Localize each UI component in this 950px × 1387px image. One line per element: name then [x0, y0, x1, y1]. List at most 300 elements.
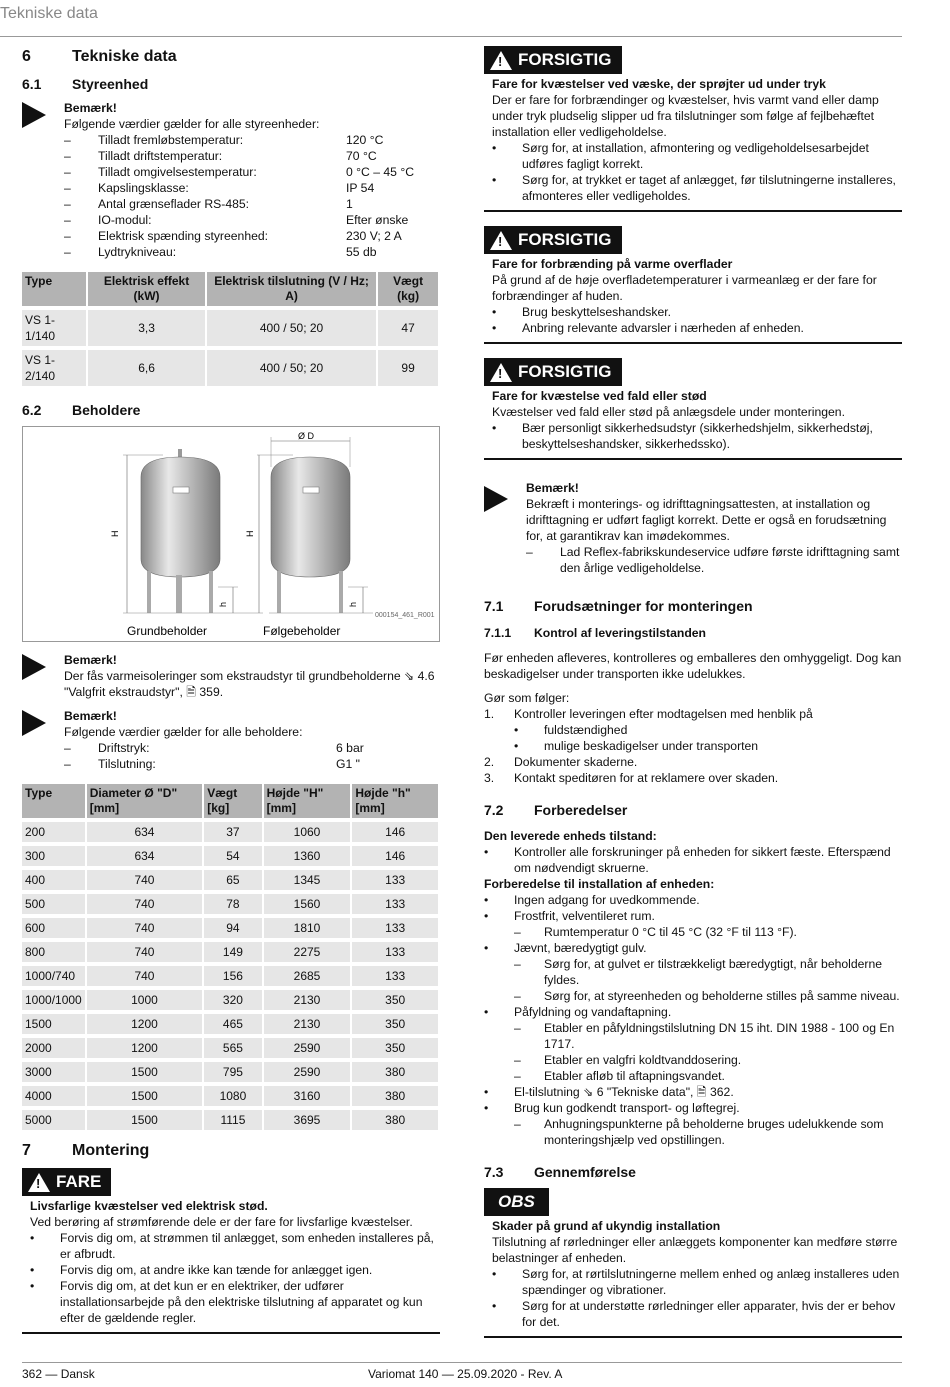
hazard-title: Fare for kvæstelse ved fald eller stød: [492, 389, 707, 403]
caution-pressure: [484, 46, 902, 212]
section-title: Gennemførelse: [534, 1164, 636, 1180]
control-unit-table: [20, 268, 440, 390]
notice-installation: [484, 1188, 902, 1338]
section-title: Beholdere: [72, 402, 141, 418]
bullet-marker: •: [484, 845, 489, 859]
item-marker: •: [484, 1005, 489, 1019]
note-commissioning: [484, 480, 902, 576]
value-row: [64, 212, 440, 228]
table-cell: 78: [204, 894, 261, 914]
warning-icon: !: [490, 363, 512, 382]
hazard-bullets: [30, 1230, 440, 1326]
delivery-steps: [484, 706, 902, 786]
caution-fall: [484, 358, 902, 460]
dim-H-label-right: H: [245, 530, 255, 537]
step-item: [484, 706, 902, 722]
table-cell: 1560: [264, 894, 351, 914]
item-marker: •: [484, 941, 489, 955]
caption-follow-vessel: Følgebeholder: [263, 624, 341, 638]
table-cell: 99: [378, 350, 438, 386]
dash-marker: –: [64, 181, 71, 195]
step-text: Kontroller leveringen efter modtagelsen med henblik på: [514, 707, 813, 721]
preparation-item: [484, 940, 902, 956]
step-item: [484, 754, 902, 770]
table-cell: 3,3: [88, 310, 205, 346]
preparation-item: [484, 1052, 902, 1068]
bullet-marker: •: [492, 173, 497, 187]
preparation-item: [484, 1068, 902, 1084]
step-item: [484, 722, 902, 738]
preparation-item: [484, 892, 902, 908]
table-cell: 740: [87, 942, 202, 962]
note-text: Der fås varmeisoleringer som ekstraudstyr til grundbeholderne ⇘ 4.6 "Valgfrit ekstraudstyr", 🗎 359.: [64, 669, 435, 699]
dash-marker: –: [64, 757, 71, 771]
column-header: Højde "h" [mm]: [352, 784, 438, 818]
table-cell: 3000: [22, 1062, 85, 1082]
bullet-text: Sørg for at understøtte rørledninger eller apparater, hvis der er behov for det.: [522, 1299, 896, 1329]
value: 230 V; 2 A: [346, 229, 402, 243]
drawing-code: 000154_461_R001: [375, 612, 435, 619]
hazard-title: Skader på grund af ukyndig installation: [492, 1219, 721, 1233]
table-cell: 740: [87, 966, 202, 986]
table-cell: 2130: [264, 1014, 351, 1034]
table-cell: 1500: [22, 1014, 85, 1034]
step-marker: 2.: [484, 755, 495, 769]
value: IP 54: [346, 181, 375, 195]
table-cell: 1360: [264, 846, 351, 866]
section-title: Tekniske data: [72, 48, 177, 65]
item-text: Brug kun godkendt transport- og løftegrej.: [514, 1101, 740, 1115]
value-row: [64, 180, 440, 196]
item-marker: –: [514, 989, 521, 1003]
value: 1: [346, 197, 353, 211]
item-text: Påfyldning og vandaftapning.: [514, 1005, 672, 1019]
hazard-title: Livsfarlige kvæstelser ved elektrisk stød.: [30, 1199, 268, 1213]
section-title: Forberedelser: [534, 802, 628, 818]
bullet-item: [492, 1266, 902, 1298]
bullet-text: Sørg for, at rørtilslutningerne mellem enhed og anlæg installeres uden spændinger og vibrationer.: [522, 1267, 900, 1297]
footer-rule: [22, 1362, 902, 1363]
bullet-marker: •: [30, 1263, 35, 1277]
step-text: Kontakt speditøren for at reklamere over skaden.: [514, 771, 779, 785]
bullet-item: [492, 420, 902, 452]
item-marker: –: [514, 1053, 521, 1067]
table-cell: 320: [204, 990, 261, 1010]
table-cell: 146: [352, 822, 438, 842]
table-cell: 4000: [22, 1086, 85, 1106]
value-row: [64, 756, 440, 772]
dash-marker: –: [64, 741, 71, 755]
column-header: Type: [22, 272, 86, 306]
table-cell: VS 1-2/140: [22, 350, 86, 386]
item-text: Frostfrit, velventileret rum.: [514, 909, 655, 923]
bullet-item: [30, 1262, 440, 1278]
note-title: Bemærk!: [64, 101, 117, 115]
item-marker: –: [514, 1117, 521, 1131]
bullet-text: Forvis dig om, at andre ikke kan tænde for anlægget igen.: [60, 1263, 373, 1277]
table-cell: 54: [204, 846, 261, 866]
table-cell: 380: [352, 1086, 438, 1106]
table-cell: 350: [352, 1014, 438, 1034]
step-item: [484, 738, 902, 754]
bullet-marker: •: [492, 421, 497, 435]
table-row: [22, 1038, 438, 1058]
section-number: 6.2: [22, 402, 42, 418]
section-title: Forudsætninger for monteringen: [534, 598, 753, 614]
table-cell: 1060: [264, 822, 351, 842]
section-title: Kontrol af leveringstilstanden: [534, 626, 707, 640]
item-text: Rumtemperatur 0 °C til 45 °C (32 °F til 113 °F).: [544, 925, 797, 939]
warning-icon: !: [490, 231, 512, 250]
value: 0 °C – 45 °C: [346, 165, 415, 179]
bullet-text: Anbring relevante advarsler i nærheden af enheden.: [522, 321, 804, 335]
table-cell: 1500: [87, 1110, 202, 1130]
note-insulation: [22, 652, 440, 700]
column-header: Type: [22, 784, 85, 818]
section-6-1-heading: [22, 74, 440, 94]
running-head: Tekniske data: [0, 5, 98, 22]
section-title: Montering: [72, 1142, 150, 1159]
bullet-marker: •: [30, 1231, 35, 1245]
table-cell: 800: [22, 942, 85, 962]
section-6-heading: [22, 46, 440, 68]
value-row: [64, 244, 440, 260]
bullet-marker: •: [492, 1299, 497, 1313]
dash-marker: –: [64, 149, 71, 163]
hazard-text: Kvæstelser ved fald eller stød på anlægsdele under monteringen.: [492, 405, 845, 419]
note-arrow-icon: [22, 654, 46, 680]
item-marker: –: [514, 925, 521, 939]
bullet-text: Sørg for, at trykket er taget af anlægget, før tilslutningerne installeres, afmonteres eller vedligeholdes.: [522, 173, 896, 203]
item-text: Sørg for, at gulvet er tilstrækkeligt bæredygtigt, når beholderne fyldes.: [544, 957, 883, 987]
table-cell: 6,6: [88, 350, 205, 386]
value-label: Tilladt fremløbstemperatur:: [98, 133, 244, 147]
table-cell: 3695: [264, 1110, 351, 1130]
table-row: [22, 942, 438, 962]
table-cell: 156: [204, 966, 261, 986]
table-cell: 1345: [264, 870, 351, 890]
table-cell: 400: [22, 870, 85, 890]
table-cell: 1080: [204, 1086, 261, 1106]
value-label: Kapslingsklasse:: [98, 181, 189, 195]
subheading: Forberedelse til installation af enheden:: [484, 877, 715, 891]
column-header: Elektrisk effekt (kW): [88, 272, 205, 306]
item-text: Etabler en påfyldningstilslutning DN 15 iht. DIN 1988 - 100 og En 1717.: [544, 1021, 895, 1051]
value: 120 °C: [346, 133, 384, 147]
value-row: [64, 132, 440, 148]
table-cell: 1115: [204, 1110, 261, 1130]
bullet-text: Bær personligt sikkerhedsudstyr (sikkerhedshjelm, sikkerhedstøj, beskyttelseshandsker, sikkerhedssko).: [522, 421, 873, 451]
table-row: [22, 1086, 438, 1106]
hazard-title: Fare for forbrænding på varme overflader: [492, 257, 733, 271]
vessel-values: [64, 740, 440, 772]
table-row: [22, 822, 438, 842]
bullet-item: [30, 1230, 440, 1262]
hazard-bullets: [492, 1266, 902, 1330]
hazard-title: Fare for kvæstelser ved væske, der sprøjter ud under tryk: [492, 77, 826, 91]
section-number: 6.1: [22, 76, 42, 92]
table-cell: 740: [87, 870, 202, 890]
paragraph: Gør som følger:: [484, 691, 570, 705]
section-number: 7.3: [484, 1164, 504, 1180]
table-cell: 400 / 50; 20: [207, 310, 376, 346]
table-cell: 2275: [264, 942, 351, 962]
column-header: Elektrisk tilslutning (V / Hz; A): [207, 272, 376, 306]
header-rule: [0, 36, 902, 37]
note-vessels: [22, 708, 440, 772]
dash-marker: –: [64, 213, 71, 227]
dash-marker: –: [64, 165, 71, 179]
value: 70 °C: [346, 149, 377, 163]
bullet-text: Sørg for, at installation, afmontering og vedligeholdelsesarbejdet udføres fagligt korrekt.: [522, 141, 869, 171]
dim-h-label-right: h: [348, 601, 358, 607]
caution-hot-surface: [484, 226, 902, 344]
note-title: Bemærk!: [526, 481, 579, 495]
table-cell: 350: [352, 990, 438, 1010]
bullet-item: [492, 1298, 902, 1330]
step-item: [484, 770, 902, 786]
table-cell: 300: [22, 846, 85, 866]
preparation-item: [484, 1084, 902, 1100]
note-arrow-icon: [22, 710, 46, 736]
caption-basic-vessel: Grundbeholder: [127, 624, 208, 638]
table-cell: 2590: [264, 1062, 351, 1082]
item-text: Sørg for, at styreenheden og beholderne stilles på samme niveau.: [544, 989, 900, 1003]
table-cell: 133: [352, 942, 438, 962]
column-header: Vægt [kg]: [204, 784, 261, 818]
section-7-1-heading: [484, 596, 902, 616]
bullet-text: Forvis dig om, at strømmen til anlægget, som enheden installeres på, er afbrudt.: [60, 1231, 434, 1261]
hazard-text: Der er fare for forbrændinger og kvæstelser, hvis varmt vand eller damp under tryk pludselig slipper ud fra tilslutninger som følge af fejlbehæftet installation eller vedligeholdelse.: [492, 93, 879, 139]
preparation-item: [484, 956, 902, 988]
note-text: Bekræft i monterings- og idrifttagningsattesten, at installation og idrifttagning er udført fagligt korrekt. Dette er også en forudsætning for, at garantikrav kan imødekommes.: [526, 497, 887, 543]
caution-signal: ! FORSIGTIG: [484, 46, 622, 74]
table-cell: 133: [352, 918, 438, 938]
bullet-marker: •: [492, 141, 497, 155]
table-cell: 133: [352, 870, 438, 890]
dim-D-label: Ø D: [298, 431, 315, 441]
bullet-item: [492, 172, 902, 204]
follow-vessel: [245, 431, 373, 613]
paragraph: Før enheden afleveres, kontrolleres og emballeres den omhyggeligt. Dog kan beskadigelser under transporten ikke udelukkes.: [484, 651, 902, 681]
item-text: Anhugningspunkterne på beholderne bruges udelukkende som monteringshjælp ved opstillingen.: [544, 1117, 884, 1147]
value-label: Lydtrykniveau:: [98, 245, 177, 259]
table-row: [22, 310, 438, 346]
table-row: [22, 1110, 438, 1130]
table-cell: 1200: [87, 1014, 202, 1034]
notice-signal: OBS: [484, 1188, 549, 1216]
dash-marker: –: [64, 133, 71, 147]
table-cell: 133: [352, 966, 438, 986]
table-cell: 600: [22, 918, 85, 938]
table-cell: 380: [352, 1110, 438, 1130]
preparation-item: [484, 1020, 902, 1052]
danger-electric: [22, 1168, 440, 1334]
hazard-bullets: [492, 140, 902, 204]
preparation-item: [484, 1100, 902, 1116]
table-cell: 65: [204, 870, 261, 890]
preparation-bullets: [484, 892, 902, 1148]
item-marker: •: [484, 1085, 489, 1099]
table-cell: 1810: [264, 918, 351, 938]
table-cell: 795: [204, 1062, 261, 1082]
step-marker: •: [514, 739, 519, 753]
note-control-unit: [22, 100, 440, 260]
step-text: fuldstændighed: [544, 723, 628, 737]
dim-h-label: h: [218, 601, 228, 607]
note-sub-item: – Lad Reflex-fabrikskundeservice udføre første idrifttagning samt den årlige vedligeholdelse.: [526, 545, 900, 575]
table-row: [22, 918, 438, 938]
column-header: Højde "H" [mm]: [264, 784, 351, 818]
table-cell: 634: [87, 822, 202, 842]
value: G1 ": [336, 757, 360, 771]
column-header: Diameter Ø "D" [mm]: [87, 784, 202, 818]
condition-bullets: [484, 844, 902, 876]
bullet-item: [492, 140, 902, 172]
dash-marker: –: [64, 245, 71, 259]
danger-signal: ! FARE: [22, 1168, 111, 1196]
note-title: Bemærk!: [64, 709, 117, 723]
basic-vessel: [110, 449, 263, 613]
table-cell: 1000: [87, 990, 202, 1010]
table-row: [22, 894, 438, 914]
table-cell: 1000/740: [22, 966, 85, 986]
preparation-item: [484, 988, 902, 1004]
item-text: Ingen adgang for uvedkommende.: [514, 893, 700, 907]
bullet-item: [30, 1278, 440, 1326]
item-marker: •: [484, 893, 489, 907]
note-arrow-icon: [484, 486, 508, 512]
table-cell: 740: [87, 918, 202, 938]
table-row: [22, 1014, 438, 1034]
value-label: IO-modul:: [98, 213, 152, 227]
section-6-2-heading: [22, 400, 440, 420]
table-cell: 1500: [87, 1062, 202, 1082]
value-label: Tilladt driftstemperatur:: [98, 149, 223, 163]
table-cell: 1200: [87, 1038, 202, 1058]
value-row: [64, 196, 440, 212]
preparation-item: [484, 908, 902, 924]
table-cell: 47: [378, 310, 438, 346]
section-number: 7.2: [484, 802, 504, 818]
item-marker: •: [484, 909, 489, 923]
vessel-table: [20, 780, 440, 1134]
table-cell: 400 / 50; 20: [207, 350, 376, 386]
bullet-item: [492, 304, 902, 320]
table-cell: 146: [352, 846, 438, 866]
bullet-text: Forvis dig om, at det kun er en elektriker, der udfører installationsarbejde på den elektriske tilslutning af apparatet og kun efter de gældende regler.: [60, 1279, 423, 1325]
value-row: [64, 164, 440, 180]
table-row: [22, 966, 438, 986]
bullet-item: [484, 844, 902, 876]
preparation-item: [484, 1004, 902, 1020]
vessel-diagram: [23, 427, 441, 643]
table-cell: 465: [204, 1014, 261, 1034]
control-unit-values: [64, 132, 440, 260]
table-cell: 200: [22, 822, 85, 842]
value-row: [64, 740, 440, 756]
value: 55 db: [346, 245, 377, 259]
subheading: Den leverede enheds tilstand:: [484, 829, 657, 843]
table-cell: 2000: [22, 1038, 85, 1058]
right-column: [484, 46, 902, 1338]
hazard-bullets: [492, 420, 902, 452]
warning-icon: !: [490, 51, 512, 70]
table-cell: 2685: [264, 966, 351, 986]
warning-icon: !: [28, 1173, 50, 1192]
table-cell: 94: [204, 918, 261, 938]
item-marker: –: [514, 1069, 521, 1083]
table-row: [22, 870, 438, 890]
value-label: Driftstryk:: [98, 741, 150, 755]
step-text: mulige beskadigelser under transporten: [544, 739, 759, 753]
value-label: Antal grænseflader RS-485:: [98, 197, 250, 211]
table-cell: 565: [204, 1038, 261, 1058]
dash-marker: –: [64, 197, 71, 211]
bullet-marker: •: [492, 1267, 497, 1281]
footer-page: 362 — Dansk: [22, 1367, 95, 1381]
item-marker: –: [514, 957, 521, 971]
table-cell: 1500: [87, 1086, 202, 1106]
footer-document: Variomat 140 — 25.09.2020 - Rev. A: [368, 1367, 563, 1381]
section-number: 7.1.1: [484, 626, 512, 640]
item-text: Etabler en valgfri koldtvanddosering.: [544, 1053, 742, 1067]
step-marker: •: [514, 723, 519, 737]
table-cell: 149: [204, 942, 261, 962]
table-row: [22, 350, 438, 386]
hazard-bullets: [492, 304, 902, 336]
table-row: [22, 846, 438, 866]
section-number: 6: [22, 48, 31, 65]
step-text: Dokumenter skaderne.: [514, 755, 638, 769]
hazard-text: Tilslutning af rørledninger eller anlæggets komponenter kan medføre større belastninger af enheden.: [492, 1235, 898, 1265]
item-marker: •: [484, 1101, 489, 1115]
value: Efter ønske: [346, 213, 409, 227]
table-cell: 500: [22, 894, 85, 914]
bullet-text: Kontroller alle forskruninger på enheden for sikkert fæste. Efterspænd om nødvendigt skruerne.: [514, 845, 891, 875]
preparation-item: [484, 924, 902, 940]
section-number: 7: [22, 1142, 31, 1159]
preparation-item: [484, 1116, 902, 1148]
item-marker: –: [514, 1021, 521, 1035]
step-marker: 3.: [484, 771, 495, 785]
step-marker: 1.: [484, 707, 495, 721]
left-column: [22, 46, 440, 1348]
section-title: Styreenhed: [72, 76, 149, 92]
bullet-item: [492, 320, 902, 336]
note-text: Følgende værdier gælder for alle beholdere:: [64, 725, 303, 739]
note-title: Bemærk!: [64, 653, 117, 667]
value-row: [64, 148, 440, 164]
value-label: Tilslutning:: [98, 757, 156, 771]
hazard-text: Ved berøring af strømførende dele er der fare for livsfarlige kvæstelser.: [30, 1215, 413, 1229]
table-cell: 5000: [22, 1110, 85, 1130]
value-label: Elektrisk spænding styreenhed:: [98, 229, 269, 243]
item-text: Etabler afløb til aftapningsvandet.: [544, 1069, 725, 1083]
section-7-3-heading: [484, 1162, 902, 1182]
caution-signal: ! FORSIGTIG: [484, 226, 622, 254]
section-number: 7.1: [484, 598, 504, 614]
table-cell: 133: [352, 894, 438, 914]
dash-marker: –: [64, 229, 71, 243]
table-cell: 2130: [264, 990, 351, 1010]
table-cell: 350: [352, 1038, 438, 1058]
table-row: [22, 990, 438, 1010]
caution-signal: ! FORSIGTIG: [484, 358, 622, 386]
bullet-marker: •: [492, 305, 497, 319]
dim-H-label: H: [110, 530, 120, 537]
table-cell: 634: [87, 846, 202, 866]
